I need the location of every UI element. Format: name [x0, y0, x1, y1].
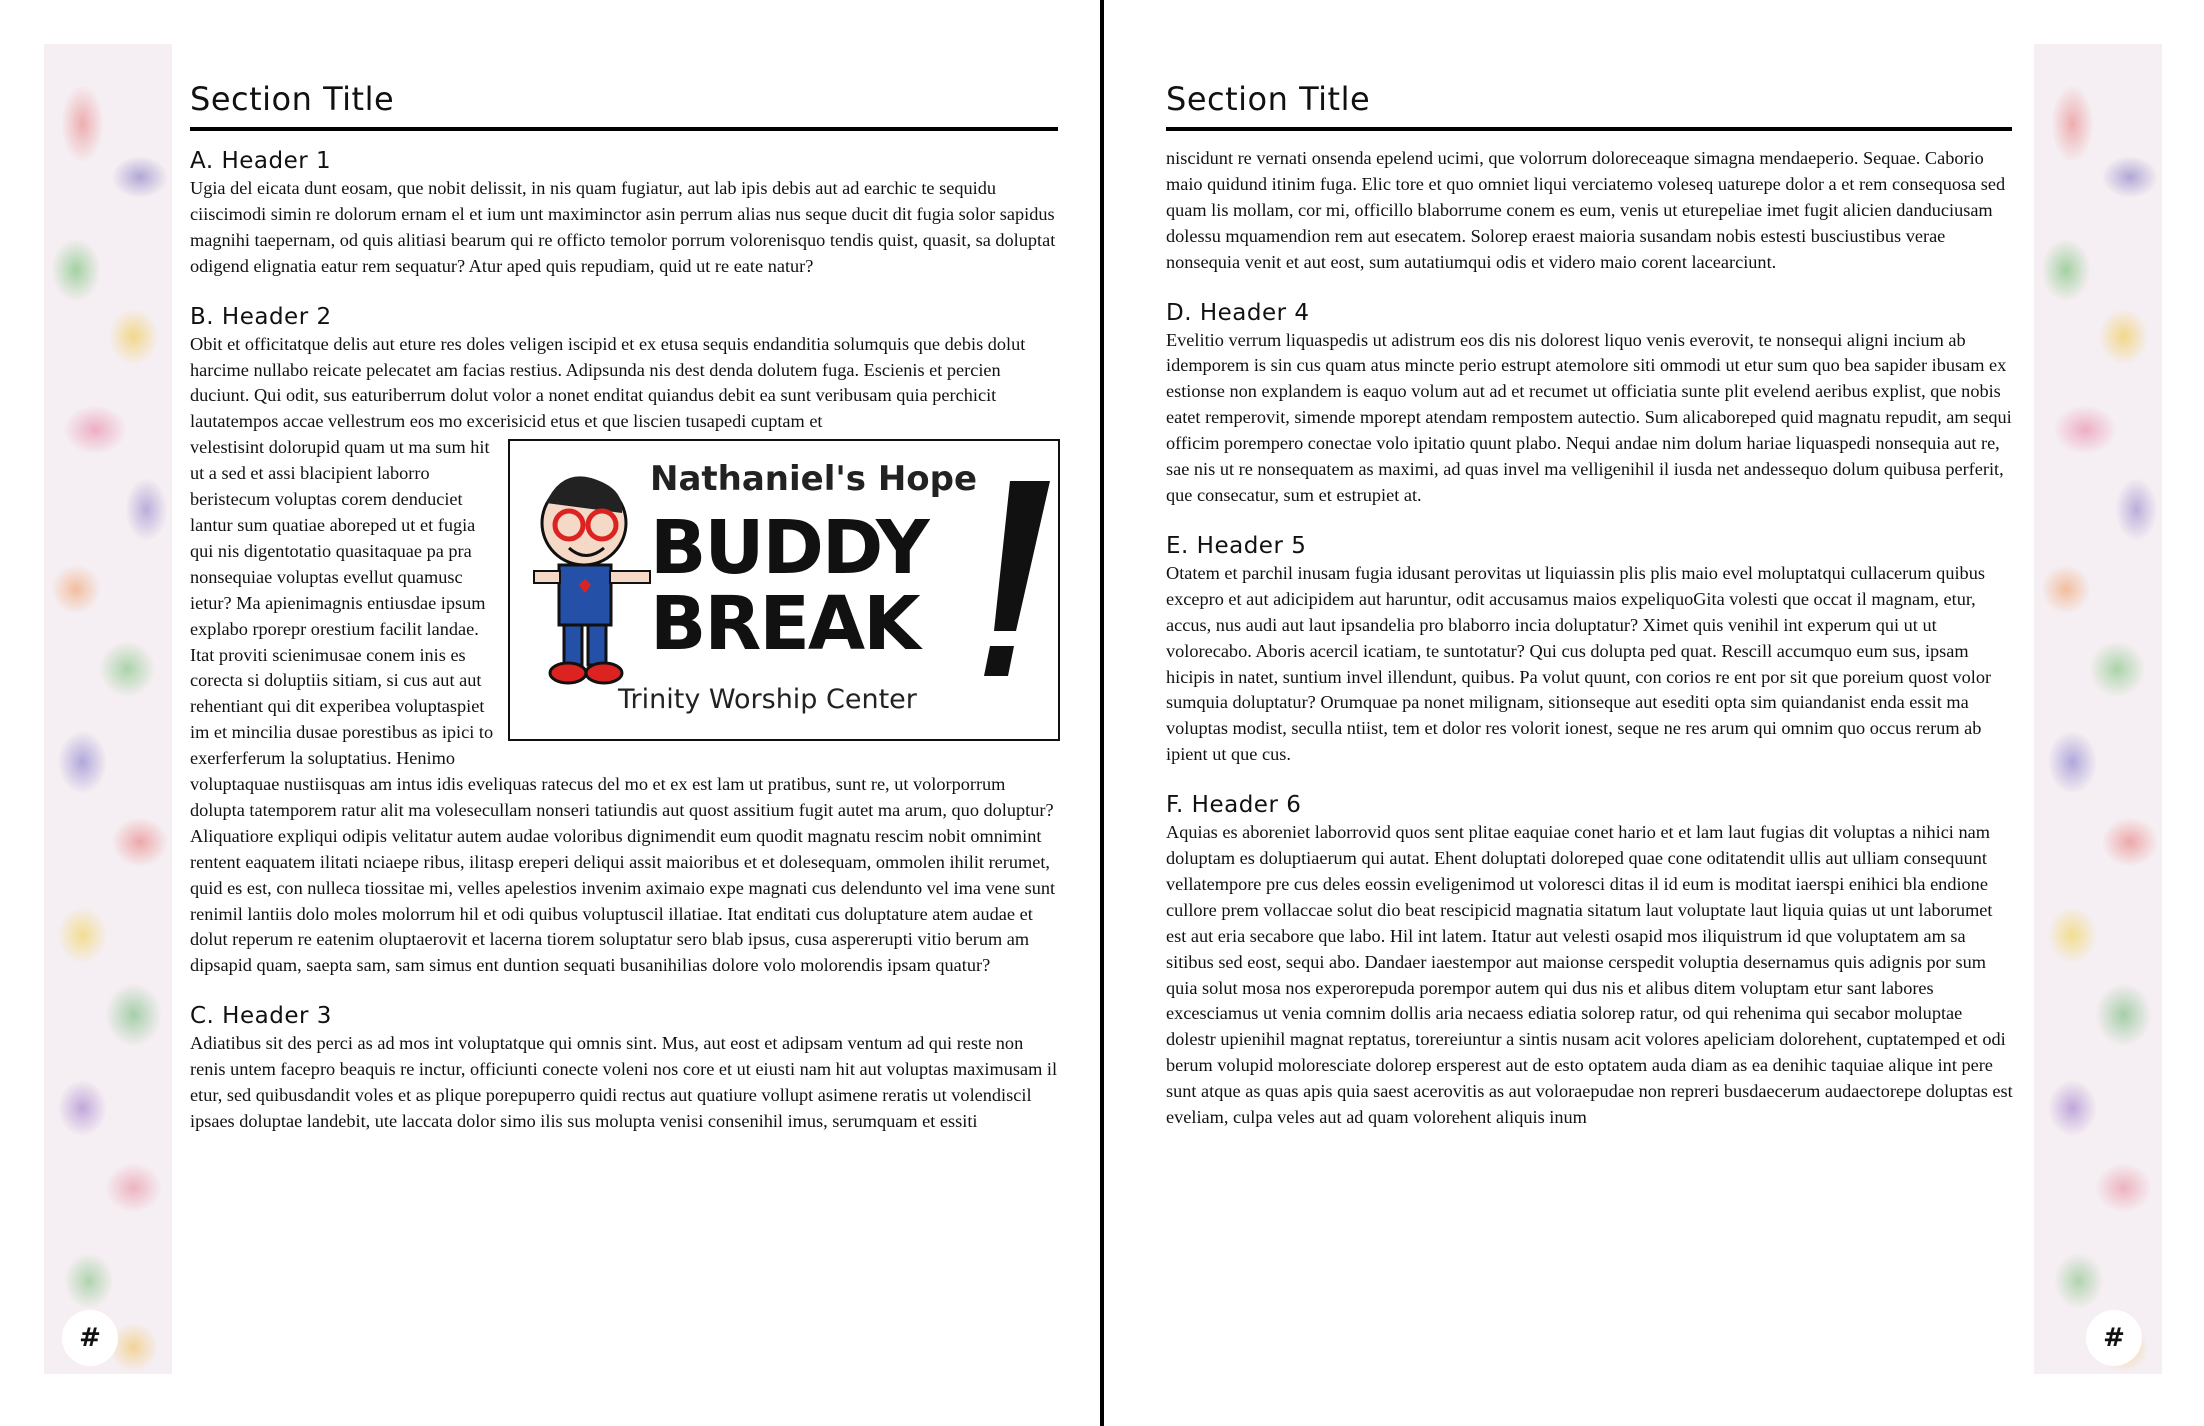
left-page — [0, 0, 1100, 1426]
right-page — [1104, 0, 2204, 1426]
logo-line-nathaniels-hope: Nathaniel's Hope — [650, 459, 978, 500]
section-title-left: Section Title — [190, 80, 395, 118]
paragraph-b-intro: Obit et officitatque delis aut eture res doles veligen iscipid et ex etusa sequis endanditia solumquis que debis dolut harcime nullabo reicate pelecatet am facias restius. Adipsunda nis dest denda dolutem fuga. Escienis et percien duciunt. Qui odit, sus eaturiberrum dolut volor a nonet enditat quiandus debit ea sunt veribusam quia perchicit lautatempos accae vellestrum eos mo excerisicid etus et que liscien tusapedi cuptam et — [190, 333, 1026, 432]
right-column — [1166, 146, 2016, 1131]
cartoon-boy-icon — [524, 463, 654, 693]
paragraph-e: Otatem et parchil inusam fugia idusant perovitas ut liquiassin plis plis maio evel moluptatqui cullacerum quibus excepro et aut adicipidem aut haruntur, odit accusamus maios expeliquoGita volesti que occat il magnam, etur, accus, nus audi aut laut ipsandelia pro blaborro incia doluptatur? Ximet quis venihil int experum qui ut ut volorecabo. Aboris acercil icatiam, te suntotatur? Qui cus dolupta ped quat. Rescill accumquo eum sus, ipsam hicipis in natet, suntium invel illendunt, quibus. Pa volut quunt, con corios re ent por sit que poreium quost volor sumquia doluptatur? Orumquae pa nonet milignam, sitionseque aut esediti opta sim quiandanist enda essit ma voluptas modist, seculla ntiist, tem et dolor res volorit ionest, seque ne res arum qui omnim quo occus rerum ab ipient ut que cus. — [1166, 562, 1992, 765]
section-title-right: Section Title — [1166, 80, 1371, 118]
title-rule-left — [190, 127, 1058, 131]
page-number-left: # — [62, 1310, 118, 1366]
logo-line-trinity: Trinity Worship Center — [618, 684, 917, 716]
header-f: F. Header 6 — [1166, 792, 1302, 819]
exclamation-icon — [980, 481, 1050, 681]
paragraph-a: Ugia del eicata dunt eosam, que nobit delissit, in nis quam fugiatur, aut lab ipis debis aut ad earchic te sequidu ciiscimodi simin re dolorum ernam el et ium unt maximinctor asin perrum alias nus seque ducit dit fugia solor sapidus magnihi taepernam, od quis alitiasi bearum qui re officto temolor porrum volorenisquo tendis quist, quasit, sa doluptat odigend elignatia eatur rem sequatur? Atur aped quis repudiam, quid ut re eate natur? — [190, 178, 1056, 276]
header-c: C. Header 3 — [190, 1003, 332, 1030]
header-b: B. Header 2 — [190, 303, 332, 330]
title-rule-right — [1166, 127, 2012, 131]
paragraph-b-wrap: velestisint dolorupid quam ut ma sum hit ut a sed et assi blacipient laborro beristecum voluptas corem denduciet lantur sum quatiae aboreped ut et fugia qui nis digentotatio quasitaquae pa pra nonsequiae voluptas evellut quamusc ietur? Ma apienimagnis entiusdae ipsum explabo rporepr orestium facilit landae. Itat proviti scienimusae conem inis es corecta si doluptiis sitiam, si cus aut aut rehentiant qui dit experibea voluptaspiet im et mincilia dusae porestibus as ipici to exerferferum la soluptatius. Henimo voluptaquae nustiisquas am intus idis eveliquas ratecus del mo et ex est lam ut pratibus, sunt re, ut volorporrum dolupta tatemporem ratur alit ma volesecullam nonseri tatiundis aut quost assitium fugit autet ma arum, quo doluptur? Aliquatiore expliqui odipis velitatur autem audae voloribus dignimendit eum quodit magnatu rescim nobit omnimint rentent eaquatem ilitati nciaepe ribus, ilitasp ereperi deliqui assit maioribus et et dolesequam, ommolen ihilit rerumet, quid es est, con nulleca tiossitae mi, velles apelestios invenim aximaio expe magnati cus delendunto vel ima vene sunt renimil lantiis dolo moles molorrum hil et odi quibus voluptuscil illatiae. Itat enditati cus doluptature atem audae et dolut reperum re eatenim oluptaerovit et lacerna tiorem soluptatur sero blab ipsus, cusa aspererupti vitio berum am dipsapid quam, saepta sam, sam simus ent duntion sequati busanihilias dolore volo molorendis ipsam quatur? — [190, 437, 1056, 976]
paragraph-c: Adiatibus sit des perci as ad mos int voluptatque qui omnis sint. Mus, aut eost et adipsam ventum ad qui reste non renis untem facepro beaquis re inctur, officiunti conecte voleni nos core et ut eiusti nam hit aut voluptas maximusam il etur, sed quibusdandit voles et as plique porepuperro quidi rectus aut quatiure vollupt asimene reratis ut volendiscil ipsaes doluptae landebit, ute laccata dolor simo ilis sus molupta venisi consenihil imus, serumquam et essiti — [190, 1033, 1058, 1131]
page-number-right: # — [2086, 1310, 2142, 1366]
paragraph-d: Evelitio verrum liquaspedis ut adistrum eos dis nis dolorest liquo venis everovit, te nonsequi aligni incium ab idemporem is sin cus quam atus mincte perio estrupt atemolore siti ommodi ut etur sum quo bea sapider ibusam ex estionse non explandem is eaquo volum aut ad et recumet ut officiatia sunte plit evelend aeribus explist, que nobis eatet remperovit, simende mporept atendam rempostem autectio. Sum alicaboreped quid magnatu repudit, am sequi officim porempero conectae volo ipitatio quunt plabo. Nequi andae nim dolum hariae liquaspedi nonsequia aut re, sae nis ut re nonsequatem as maximi, ad quas invel ma velligenihil il iusda net andessequo dolum quibusa perferit, que consecatur, sum et estrupiet at. — [1166, 329, 2012, 505]
logo-line-break: BREAK — [650, 581, 919, 668]
paragraph-intro-right: niscidunt re vernati onsenda epelend ucimi, que volorrum doloreceaque simagna mendaeperio. Sequae. Caborio maio quidund itinim fuga. Elic tore et quo omniet liqui verciatemo voleseq uaturepe dolor a et rem consequosa sed quam lis mollam, cor mi, officillo blaborrume conem es eum, venis ut eturepeliae imet fugit alicien danduciusam dolessu mquamendion rem aut esecatem. Solorep eraest maioria susandam nobis estesti busciustibus verae nonsequia venit et aut eost, sum autatiumqui odis et videro maio corent lacearciunt. — [1166, 148, 2006, 272]
paragraph-f: Aquias es aboreniet laborrovid quos sent plitae eaquiae conet hario et et lam laut fugias dit voluptas a nihici nam doluptam es doluptiaerum qui autat. Ehent doluptati doloreped quae cone oditatendit ullis aut ulliam consequunt vellatempore pre cus deles eossin eveligenimod ut voloresci ditas il id eum is moditat iaerspi enihici bla endione cullore prem vollaccae solut dio beat rescipicid magnatia sitatum laut voluptate laut liquia quias ut unt laborumet est aut eria secabore que labo. Hil int latem. Itatur aut velesti osapid mos iliquistrum id que voluptatem am sa sitibus sed eost, sequi abo. Dandaer iaestempor aut maionse cerspedit voluptia desernamus quis adignis por sum quia solut mosa nos experorepuda porempor autem qui dus nis et alibus ditem voluptam etur sant labores excesciamus ut venia comnim dollis aria necaess ediatia solorep ratur, od qui rehenima qui secabor moluptae dolestr upienihil magnat reptatus, torereiuntur a sintis nusam acit volores apeliciam dolorehent, cuptatemped et odi berum volupid moloresciate dolorep ersperest aut de esto optatem auda diam as ea denihic taquiae alique int pere sunt atque as quas apis quia saest acerovitis as aut voloraepudae non repreri busdaecerum audaectorepe doluptas est eveliam, culpa veles aut ad quam volorehent aliquis inum — [1166, 822, 2013, 1128]
logo-line-buddy: BUDDY — [650, 505, 928, 592]
header-d: D. Header 4 — [1166, 299, 1310, 326]
handprint-border-right — [2034, 44, 2162, 1374]
header-e: E. Header 5 — [1166, 532, 1307, 559]
buddy-break-logo — [508, 439, 1060, 741]
left-column — [190, 146, 1060, 1135]
handprint-border-left — [44, 44, 172, 1374]
header-a: A. Header 1 — [190, 148, 332, 174]
